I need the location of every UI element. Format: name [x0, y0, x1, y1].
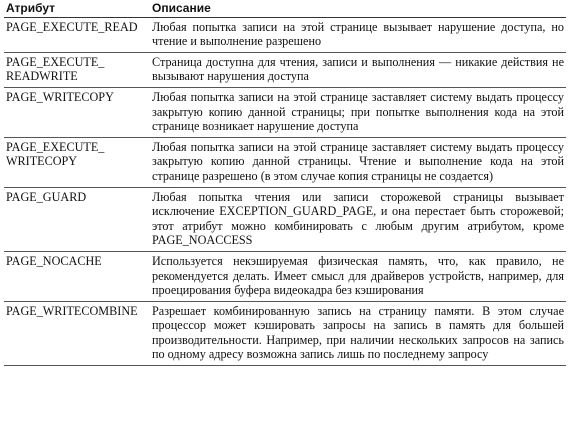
description-cell: Используется некэшируемая физическая память, что, как правило, не рекомендуется делать. Имеет смысл для драйверов устройств, например, для проецирования буфера видеокадра без кэширования	[150, 251, 566, 301]
table-header-row	[4, 0, 566, 17]
attribute-cell: PAGE_EXECUTE_ READWRITE	[4, 52, 150, 87]
description-cell: Любая попытка записи на этой странице заставляет систему выдать процессу закрытую копию данной страницы; при попытке выполнения кода на этой странице возникает нарушение доступа	[150, 87, 566, 137]
table-row	[4, 251, 566, 301]
description-cell: Любая попытка записи на этой странице заставляет систему выдать процессу закрытую копию данной страницы. Чтение и выполнение кода на этой странице разрешено (в этом случае копия страницы не создается)	[150, 137, 566, 187]
attribute-cell: PAGE_EXECUTE_READ	[4, 17, 150, 52]
attribute-cell: PAGE_WRITECOMBINE	[4, 301, 150, 365]
table-row	[4, 187, 566, 251]
table-row	[4, 137, 566, 187]
description-cell: Любая попытка записи на этой странице вызывает нарушение доступа, но чтение и выполнение разрешено	[150, 17, 566, 52]
column-header-attribute: Атрибут	[4, 0, 150, 17]
description-cell: Любая попытка чтения или записи сторожевой страницы вызывает исключение EXCEPTION_GUARD_PAGE, и она перестает быть сторожевой; этот атрибут можно комбинировать с любым другим атрибутом, кроме PAGE_NOACCESS	[150, 187, 566, 251]
table-row	[4, 17, 566, 52]
attribute-cell: PAGE_GUARD	[4, 187, 150, 251]
attribute-cell: PAGE_WRITECOPY	[4, 87, 150, 137]
description-cell: Разрешает комбинированную запись на страницу памяти. В этом случае процессор может кэшировать запросы на запись в память для большей производительности. Например, при наличии нескольких запросов на запись по одному адресу возможна запись лишь по последнему запросу	[150, 301, 566, 365]
table-row	[4, 52, 566, 87]
attribute-cell: PAGE_NOCACHE	[4, 251, 150, 301]
description-cell: Страница доступна для чтения, записи и выполнения — никакие действия не вызывают нарушения доступа	[150, 52, 566, 87]
table-row	[4, 87, 566, 137]
page-attributes-table	[4, 0, 566, 366]
column-header-description: Описание	[150, 0, 566, 17]
attribute-cell: PAGE_EXECUTE_ WRITECOPY	[4, 137, 150, 187]
table-row	[4, 301, 566, 365]
